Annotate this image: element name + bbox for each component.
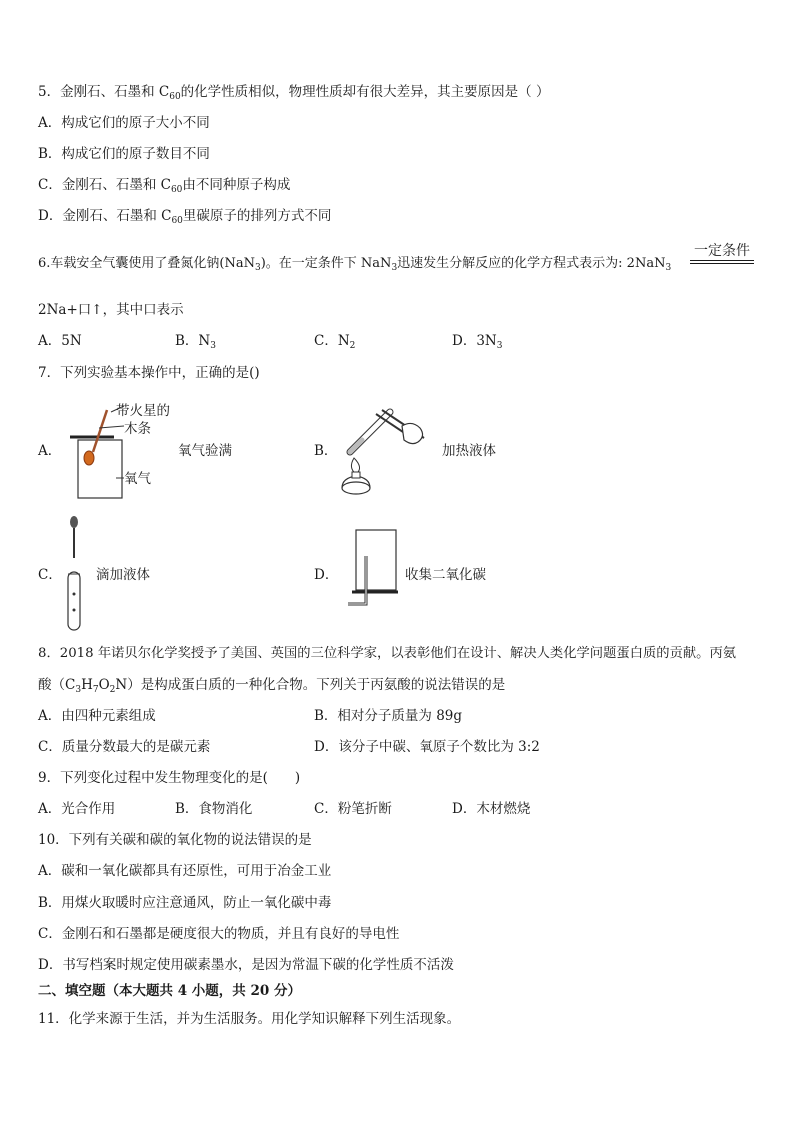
gas-collection-figure xyxy=(340,526,400,614)
q8-option-b: B．相对分子质量为 89g xyxy=(314,708,463,724)
q6-stem-line2: 2Na+口↑，其中口表示 xyxy=(38,302,184,318)
heating-liquid-figure xyxy=(332,402,436,502)
q7-option-c-letter: C． xyxy=(38,567,62,583)
glowing-ember-icon xyxy=(84,451,94,465)
q6-stem: 6.车载安全气囊使用了叠氮化钠(NaN$_3$)。在一定条件下 NaN$_3$迅速发生分解反应的化学方程式表示为: 2NaN$_3$ xyxy=(38,256,672,273)
fig-a-label-oxygen: 氧气 xyxy=(124,471,151,487)
gas-bottle xyxy=(78,440,122,498)
q6-option-a: A．5N xyxy=(38,333,82,349)
q7-option-b-letter: B． xyxy=(314,443,338,459)
equation-bar-top xyxy=(690,260,754,261)
q10-option-c: C．金刚石和石墨都是硬度很大的物质，并且有良好的导电性 xyxy=(38,926,400,942)
q7-option-c-text: 滴加液体 xyxy=(96,567,150,583)
q5-option-a: A．构成它们的原子大小不同 xyxy=(38,115,210,131)
q6-option-d: D．$3N_3$ xyxy=(452,333,503,351)
q10-option-d: D．书写档案时规定使用碳素墨水，是因为常温下碳的化学性质不活泼 xyxy=(38,957,454,973)
section-heading: 二、填空题（本大题共 4 小题，共 20 分） xyxy=(38,983,301,999)
q7-option-a-letter: A． xyxy=(38,443,62,459)
q9-stem: 9．下列变化过程中发生物理变化的是( ) xyxy=(38,770,301,786)
q9-option-c: C．粉笔折断 xyxy=(314,801,392,817)
q5-option-b: B．构成它们的原子数目不同 xyxy=(38,146,210,162)
q5-option-d: D．金刚石、石墨和 $C_{60}$里碳原子的排列方式不同 xyxy=(38,208,332,226)
q6-option-c: C．$N_2$ xyxy=(314,333,356,351)
q11-stem: 11．化学来源于生活，并为生活服务。用化学知识解释下列生活现象。 xyxy=(38,1011,461,1027)
q7-option-a-text: 氧气验满 xyxy=(178,443,232,459)
hand-icon xyxy=(402,423,423,443)
q9-option-a: A．光合作用 xyxy=(38,801,116,817)
q5-stem: 5．金刚石、石墨和 $C_{60}$的化学性质相似，物理性质却有很大差异，其主要原因是（ ） xyxy=(38,84,550,102)
q8-stem-line1: 8．2018 年诺贝尔化学奖授予了美国、英国的三位科学家，以表彰他们在设计、解决人类化学问题蛋白质的贡献。丙氨 xyxy=(38,646,737,661)
q7-stem: 7．下列实验基本操作中，正确的是() xyxy=(38,365,260,381)
q10-option-b: B．用煤火取暖时应注意通风，防止一氧化碳中毒 xyxy=(38,895,332,911)
q10-stem: 10．下列有关碳和碳的氧化物的说法错误的是 xyxy=(38,832,312,848)
q7-option-d-text: 收集二氧化碳 xyxy=(405,567,486,583)
reaction-condition: 一定条件 xyxy=(694,243,750,259)
q7-option-b-text: 加热液体 xyxy=(442,443,496,459)
alcohol-lamp xyxy=(342,482,370,494)
q8-option-c: C．质量分数最大的是碳元素 xyxy=(38,739,211,755)
collection-bottle xyxy=(356,530,396,590)
dropper-figure xyxy=(62,514,86,634)
q5-option-c: C．金刚石、石墨和 $C_{60}$由不同种原子构成 xyxy=(38,177,291,195)
fig-a-label-splint: 带火星的 xyxy=(116,403,170,419)
q8-option-a: A．由四种元素组成 xyxy=(38,708,156,724)
equation-bar-bottom xyxy=(690,263,754,264)
dropper-bulb-icon xyxy=(70,516,78,528)
q8-option-d: D．该分子中碳、氧原子个数比为 3:2 xyxy=(314,739,540,755)
q9-option-d: D．木材燃烧 xyxy=(452,801,531,817)
q7-option-d-letter: D． xyxy=(314,567,339,583)
q9-option-b: B．食物消化 xyxy=(175,801,253,817)
test-tube-c xyxy=(68,572,80,630)
fig-a-label-stick: 木条 xyxy=(124,421,151,437)
q6-option-b: B．$N_3$ xyxy=(175,333,216,351)
q8-stem-line2: 酸$(C_3H_7O_2N)$是构成蛋白质的一种化合物。下列关于丙氨酸的说法错误的是 xyxy=(38,677,506,695)
q10-option-a: A．碳和一氧化碳都具有还原性，可用于冶金工业 xyxy=(38,863,332,879)
